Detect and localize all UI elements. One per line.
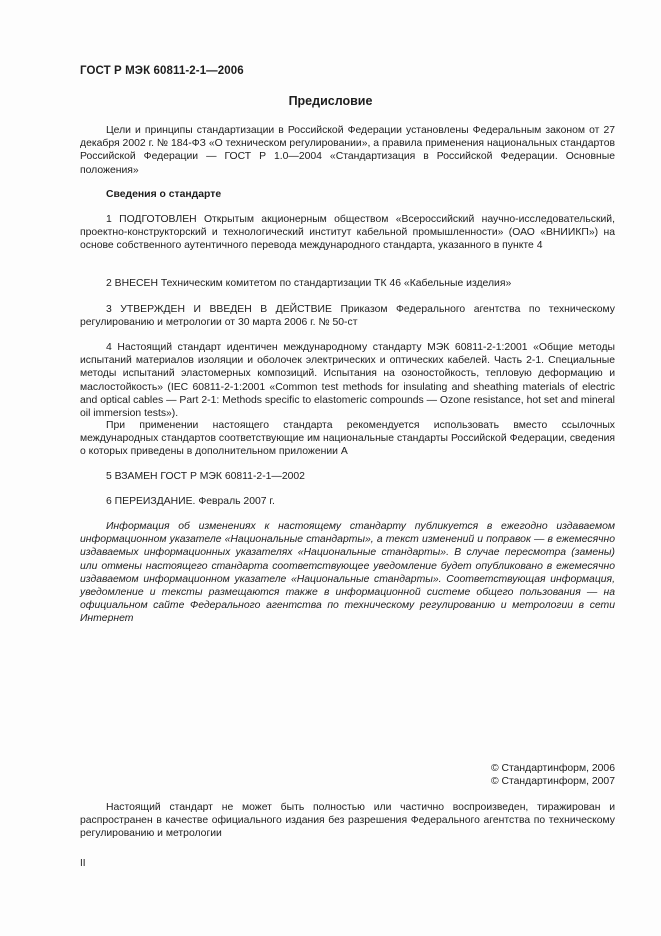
- item-4-identical: 4 Настоящий стандарт идентичен международному стандарту МЭК 60811-2-1:2001 «Общие методы испытаний материалов изоляции и оболочек электрических и оптических кабелей. Часть 2-1. Специальные методы испытаний эластомерных композиций. Испытания на озоностойкость, тепловую деформацию и маслостойкость» (IEC 60811-2-1:2001 «Common test methods for insulating and sheathing materials of electric and optical cables — Part 2-1: Methods specific to elastomeric compounds — Ozone resistance, hot set and mineral oil immersion tests»).: [80, 342, 615, 420]
- page-number: II: [80, 858, 86, 869]
- info-heading: Сведения о стандарте: [106, 189, 222, 200]
- amendments-notice: Информация об изменениях к настоящему стандарту публикуется в ежегодно издаваемом информационном указателе «Национальные стандарты», а текст изменений и поправок — в ежемесячно издаваемых информационных указателях «Национальные стандарты». В случае пересмотра (замены) или отмены настоящего стандарта соответствующее уведомление будет опубликовано в ежемесячно издаваемом информационном указателе «Национальные стандарты». Соответствующая информация, уведомление и тексты размещаются также в информационной системе общего пользования — на официальном сайте Федерального агентства по техническому регулированию и метрологии в сети Интернет: [80, 521, 615, 625]
- item-5-replaces: 5 ВЗАМЕН ГОСТ Р МЭК 60811-2-1—2002: [106, 471, 305, 482]
- item-6-reissue: 6 ПЕРЕИЗДАНИЕ. Февраль 2007 г.: [106, 496, 275, 507]
- document-header: ГОСТ Р МЭК 60811-2-1—2006: [80, 65, 244, 77]
- copyright-2006: © Стандартинформ, 2006: [490, 763, 615, 774]
- intro-paragraph: Цели и принципы стандартизации в Российской Федерации установлены Федеральным законом от 27 декабря 2002 г. № 184-ФЗ «О техническом регулировании», а правила применения национальных стандартов Российской Федерации — ГОСТ Р 1.0—2004 «Стандартизация в Российской Федерации. Основные положения»: [80, 125, 615, 176]
- item-1-prepared: 1 ПОДГОТОВЛЕН Открытым акционерным обществом «Всероссийский научно-исследовательский, проектно-конструкторский и технологический институт кабельной промышленности» (ОАО «ВНИИКП») на основе собственного аутентичного перевода международного стандарта, указанного в пункте 4: [80, 214, 615, 252]
- copyright-2007: © Стандартинформ, 2007: [490, 776, 615, 787]
- item-4-references-note: При применении настоящего стандарта рекомендуется использовать вместо ссылочных международных стандартов соответствующие им национальные стандарты Российской Федерации, сведения о которых приведены в дополнительном приложении А: [80, 420, 615, 458]
- item-3-approved: 3 УТВЕРЖДЕН И ВВЕДЕН В ДЕЙСТВИЕ Приказом Федерального агентства по техническому регулированию и метрологии от 30 марта 2006 г. № 50-ст: [80, 304, 615, 329]
- item-2-submitted: 2 ВНЕСЕН Техническим комитетом по стандартизации ТК 46 «Кабельные изделия»: [106, 278, 512, 289]
- page-title: Предисловие: [288, 94, 373, 108]
- reproduction-notice: Настоящий стандарт не может быть полностью или частично воспроизведен, тиражирован и распространен в качестве официального издания без разрешения Федерального агентства по техническому регулированию и метрологии: [80, 802, 615, 840]
